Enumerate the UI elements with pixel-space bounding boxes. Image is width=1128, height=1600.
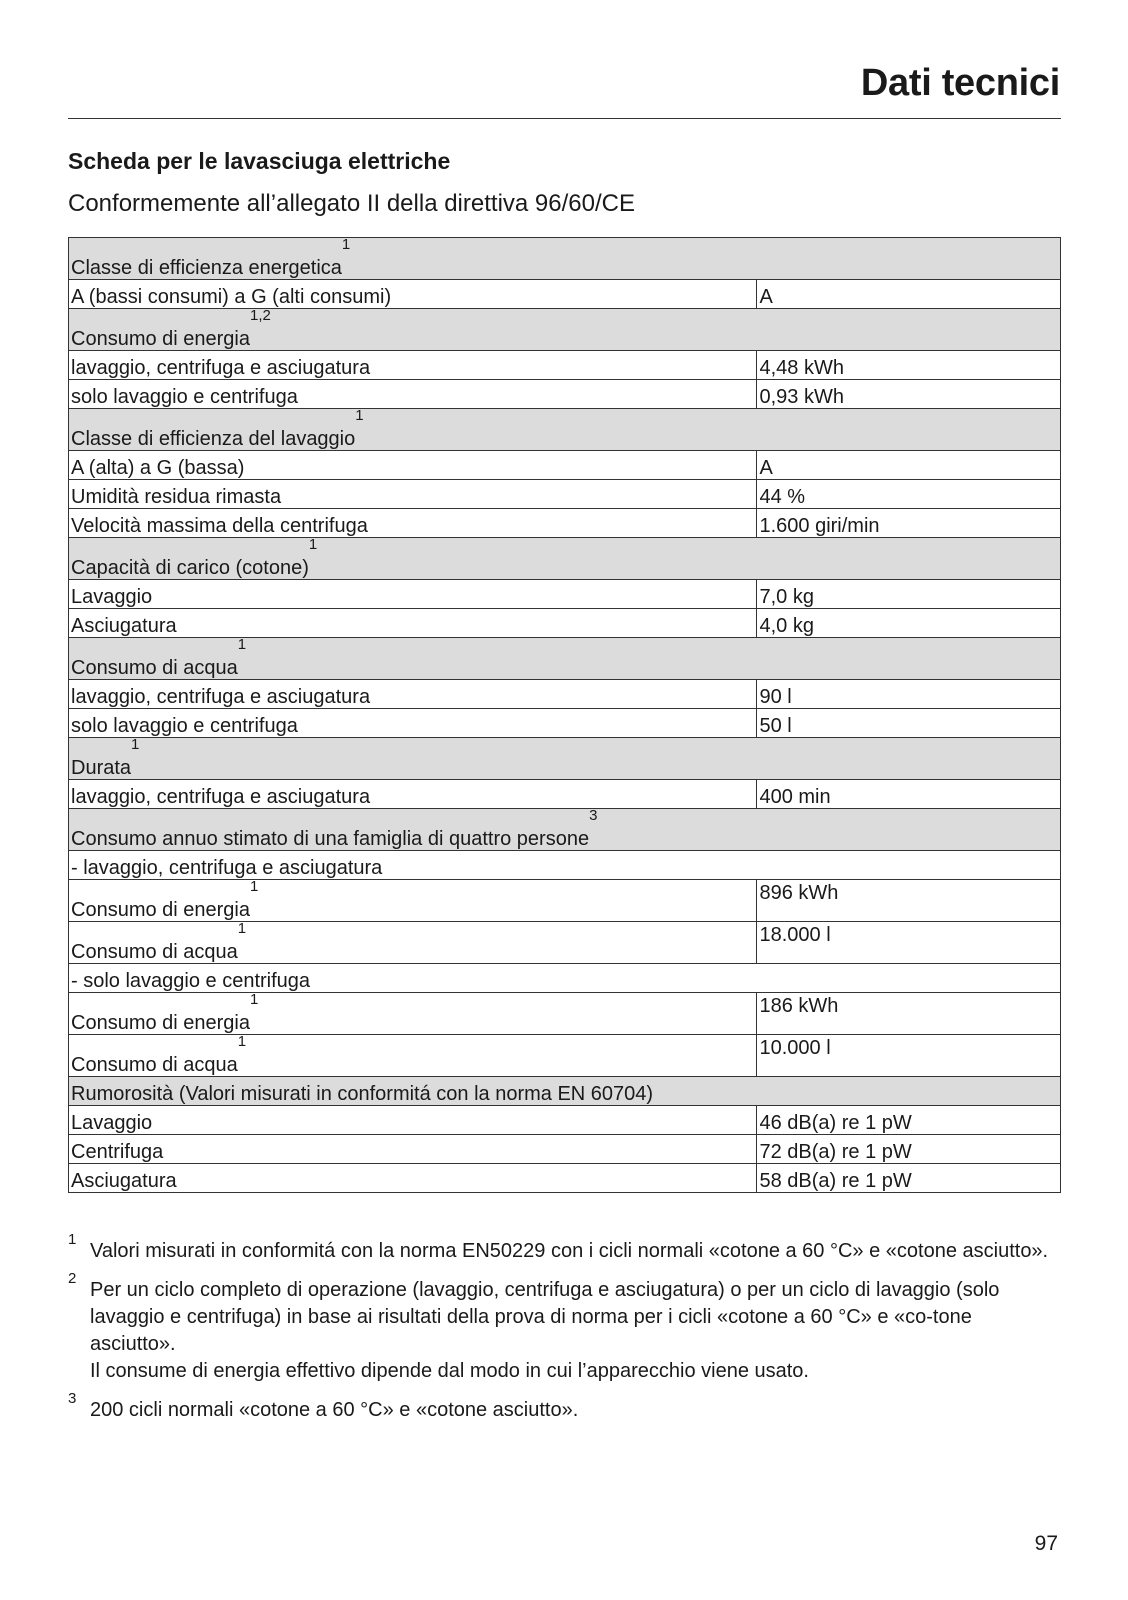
cell-value: 90 l [757,680,1061,709]
table-category-row [69,738,1061,780]
cell-value: 46 dB(a) re 1 pW [757,1106,1061,1135]
cell-value: A [757,280,1061,309]
footnote-ref: 1 [250,991,259,1008]
cell-value: A [757,451,1061,480]
cell-label: solo lavaggio e centrifuga [71,715,298,737]
footnote-ref: 1 [237,920,247,937]
table-row [69,880,1061,922]
footnote-ref: 1 [341,236,351,253]
cell-label: solo lavaggio e centrifuga [71,386,298,408]
table-row [69,451,1061,480]
footnote [68,1231,1061,1265]
table-row [69,709,1061,738]
table-category-row [69,409,1061,451]
page-number: 97 [1034,1532,1058,1555]
table-row [69,480,1061,509]
cell-value: 50 l [757,709,1061,738]
cell-label: Consumo di acqua [71,941,238,963]
cell-value: 896 kWh [757,880,1061,922]
cell-label: - lavaggio, centrifuga e asciugatura [71,857,383,879]
footnote-text: Valori misurati in conformitá con la norma EN50229 con i cicli normali «cotone a 60 °C» e «cotone asciutto». [90,1240,1049,1262]
cell-value: 400 min [757,780,1061,809]
cell-label: Consumo di energia [71,328,250,350]
cell-label: Lavaggio [71,586,153,608]
footnote-ref: 1 [237,1033,247,1050]
cell-value: 4,0 kg [757,609,1061,638]
table-row [69,922,1061,964]
table-row [69,280,1061,309]
table-row [69,380,1061,409]
cell-value: 186 kWh [757,993,1061,1035]
section-subheading: Conformemente all’allegato II della direttiva 96/60/CE [68,190,635,217]
cell-label: Classe di efficienza energetica [71,257,342,279]
cell-value: 0,93 kWh [757,380,1061,409]
cell-label: Durata [71,757,132,779]
footnote-number: 3 [68,1390,77,1407]
cell-value: 10.000 l [757,1035,1061,1077]
cell-value: 44 % [757,480,1061,509]
table-row [69,580,1061,609]
table-row [69,780,1061,809]
cell-label: Consumo di acqua [71,657,238,679]
table-row [69,1135,1061,1164]
table-category-row [69,1077,1061,1106]
table-row [69,1035,1061,1077]
table-row [69,351,1061,380]
cell-label: - solo lavaggio e centrifuga [71,970,311,992]
cell-label: Rumorosità (Valori misurati in conformitá con la norma EN 60704) [71,1083,654,1105]
table-category-row [69,238,1061,280]
table-category-row [69,309,1061,351]
footnote-ref: 1 [131,736,140,753]
cell-label: Asciugatura [71,1170,177,1192]
table-category-row [69,809,1061,851]
cell-label: A (bassi consumi) a G (alti consumi) [71,286,392,308]
footnote [68,1270,1061,1385]
cell-label: A (alta) a G (bassa) [71,457,245,479]
footnote-ref: 1,2 [250,307,271,324]
footnote-ref: 1 [355,407,364,424]
table-subheading-row [69,851,1061,880]
footnote-text: 200 cicli normali «cotone a 60 °C» e «cotone asciutto». [90,1399,579,1421]
table-category-row [69,638,1061,680]
cell-label: Consumo di energia [71,1012,250,1034]
cell-label: Capacità di carico (cotone) [71,557,309,579]
footnotes [68,1231,1061,1436]
cell-label: lavaggio, centrifuga e asciugatura [71,357,371,379]
cell-value: 4,48 kWh [757,351,1061,380]
table-row [69,509,1061,538]
section-heading: Scheda per le lavasciuga elettriche [68,148,451,174]
footnote-text: Per un ciclo completo di operazione (lavaggio, centrifuga e asciugatura) o per un ciclo di lavaggio (solo lavaggio e centrifuga) in base ai risultati della prova di norma per i cicli «cotone a 60 °C» e «co-tone asciutto». [90,1279,1000,1355]
page-title: Dati tecnici [860,62,1060,104]
cell-value: 7,0 kg [757,580,1061,609]
footnote-ref: 3 [589,807,598,824]
cell-label: Velocità massima della centrifuga [71,515,368,537]
table-category-row [69,538,1061,580]
cell-value: 58 dB(a) re 1 pW [757,1164,1061,1193]
title-divider [68,118,1061,119]
footnote-number: 2 [68,1270,77,1287]
cell-label: Lavaggio [71,1112,153,1134]
footnote-ref: 1 [308,536,318,553]
table-row [69,680,1061,709]
footnote-ref: 1 [250,878,259,895]
cell-label: lavaggio, centrifuga e asciugatura [71,786,371,808]
cell-value: 72 dB(a) re 1 pW [757,1135,1061,1164]
table-row [69,1164,1061,1193]
cell-label: Consumo annuo stimato di una famiglia di quattro persone [71,828,590,850]
cell-label: Consumo di acqua [71,1054,238,1076]
cell-label: Asciugatura [71,615,177,637]
footnote-ref: 1 [237,636,247,653]
cell-label: Classe di efficienza del lavaggio [71,428,356,450]
technical-data-table [68,237,1061,1193]
cell-value: 1.600 giri/min [757,509,1061,538]
table-row [69,993,1061,1035]
cell-label: Centrifuga [71,1141,164,1163]
table-row [69,609,1061,638]
cell-label: Consumo di energia [71,899,250,921]
table-subheading-row [69,964,1061,993]
cell-label: Umidità residua rimasta [71,486,282,508]
table-row [69,1106,1061,1135]
footnote-number: 1 [68,1231,77,1248]
footnote [68,1390,1061,1424]
cell-label: lavaggio, centrifuga e asciugatura [71,686,371,708]
footnote-text: Il consume di energia effettivo dipende dal modo in cui l’apparecchio viene usato. [90,1360,809,1382]
cell-value: 18.000 l [757,922,1061,964]
